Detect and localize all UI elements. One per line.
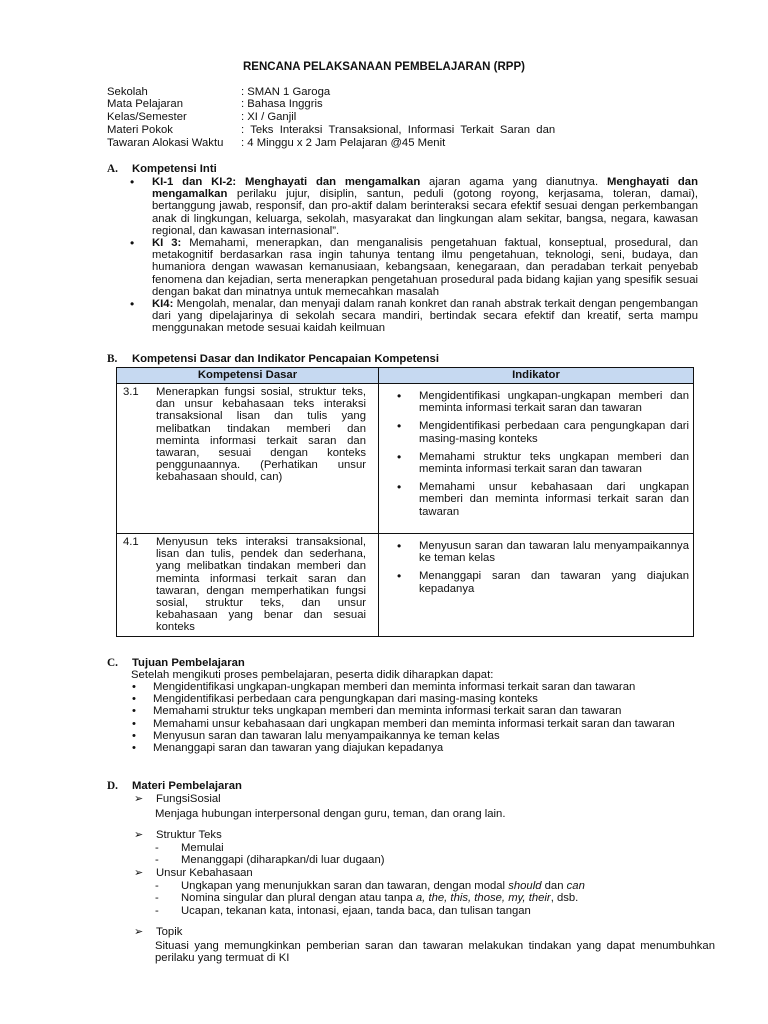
list-item: • Memahami struktur teks ungkapan memberi dan meminta informasi terkait saran dan tawaran bbox=[385, 451, 689, 475]
list-item: • Memahami unsur kebahasaan dari ungkapan memberi dan meminta informasi terkait saran dan tawaran bbox=[131, 718, 714, 730]
list-item: • Menanggapi saran dan tawaran yang diajukan kepadanya bbox=[131, 742, 714, 754]
section-title: Kompetensi Dasar dan Indikator Pencapaian Kompetensi bbox=[132, 353, 439, 365]
tujuan-list bbox=[131, 681, 714, 754]
section-letter: D. bbox=[107, 780, 118, 792]
identity-value: : SMAN 1 Garoga bbox=[241, 86, 331, 98]
materi-label: Struktur Teks bbox=[156, 829, 222, 841]
materi-unsur bbox=[134, 867, 253, 879]
kd-number: 3.1 bbox=[123, 386, 139, 398]
arrow-icon: ➢ bbox=[134, 867, 144, 879]
arrow-icon: ➢ bbox=[134, 793, 144, 805]
table-header-indikator: Indikator bbox=[379, 368, 694, 384]
list-item: • KI 3: Memahami, menerapkan, dan menganalisis pengetahuan faktual, konseptual, prosedural, dan metakognitif berdasarkan rasa ingin tahunya tentang ilmu pengetahuan, teknologi, seni, budaya, dan humaniora dengan wawasan kemanusiaan, kebangsaan, kenegaraan, dan peradaban terkait penyebab fenomena dan kejadian, serta menerapkan pengetahuan prosedural pada bidang kajian yang spesifik sesuai dengan bakat dan minatnya untuk memecahkan masalah bbox=[128, 237, 698, 298]
struktur-item: - Menanggapi (diharapkan/di luar dugaan) bbox=[155, 854, 385, 866]
list-item: • Memahami struktur teks ungkapan memberi dan meminta informasi terkait saran dan tawaran bbox=[131, 705, 714, 717]
section-d-heading bbox=[107, 780, 242, 792]
identity-value: : Bahasa Inggris bbox=[241, 98, 323, 110]
unsur-item: - Nomina singular dan plural dengan atau tanpa a, the, this, those, my, their, dsb. bbox=[155, 892, 579, 904]
table-row bbox=[117, 384, 694, 534]
page-title: RENCANA PELAKSANAAN PEMBELAJARAN (RPP) bbox=[243, 61, 525, 73]
list-item: • Menyusun saran dan tawaran lalu menyampaikannya ke teman kelas bbox=[385, 540, 689, 564]
identity-key: Sekolah bbox=[107, 86, 148, 98]
list-item: • Menyusun saran dan tawaran lalu menyampaikannya ke teman kelas bbox=[131, 730, 714, 742]
section-c-intro: Setelah mengikuti proses pembelajaran, peserta didik diharapkan dapat: bbox=[131, 669, 494, 681]
list-item: • Mengidentifikasi ungkapan-ungkapan memberi dan meminta informasi terkait saran dan tawaran bbox=[385, 390, 689, 414]
identity-key: Mata Pelajaran bbox=[107, 98, 183, 110]
materi-fungsi bbox=[134, 793, 221, 805]
identity-key: Materi Pokok bbox=[107, 124, 173, 136]
identity-value: : Teks Interaksi Transaksional, Informasi Terkait Saran dan bbox=[241, 124, 556, 136]
identity-value: : XI / Ganjil bbox=[241, 111, 297, 123]
identity-value: : 4 Minggu x 2 Jam Pelajaran @45 Menit bbox=[241, 137, 446, 149]
list-item: • Menanggapi saran dan tawaran yang diajukan kepadanya bbox=[385, 570, 689, 594]
list-item: • Mengidentifikasi perbedaan cara pengungkapan dari masing-masing konteks bbox=[385, 420, 689, 444]
section-title: Materi Pembelajaran bbox=[132, 780, 242, 792]
list-item: • Memahami unsur kebahasaan dari ungkapan memberi dan meminta informasi terkait saran dan tawaran bbox=[385, 481, 689, 518]
materi-label: FungsiSosial bbox=[156, 793, 221, 805]
list-item: • KI4: Mengolah, menalar, dan menyaji dalam ranah konkret dan ranah abstrak terkait dengan pengembangan dari yang dipelajarinya di sekolah secara mandiri, bertindak secara efektif dan kreatif, serta mampu menggunakan metode sesuai kaidah keilmuan bbox=[128, 298, 698, 335]
kd-text: Menyusun teks interaksi transaksional, lisan dan tulis, pendek dan sederhana, yang melibatkan tindakan memberi dan meminta informasi terkait saran dan tawaran, dengan memperhatikan fungsi sosial, struktur teks, dan unsur kebahasaan yang benar dan sesuai konteks bbox=[156, 536, 366, 634]
arrow-icon: ➢ bbox=[134, 926, 144, 938]
indikator-list bbox=[385, 540, 689, 595]
materi-topik-text: Situasi yang memungkinkan pemberian saran dan tawaran melakukan tindakan yang dapat menumbuhkan perilaku yang termuat di KI bbox=[155, 940, 715, 965]
arrow-icon: ➢ bbox=[134, 829, 144, 841]
section-a-heading bbox=[107, 163, 217, 175]
section-letter: C. bbox=[107, 657, 118, 669]
materi-struktur bbox=[134, 829, 222, 841]
table-header-kd: Kompetensi Dasar bbox=[117, 368, 379, 384]
kompetensi-table bbox=[116, 367, 694, 637]
section-title: Kompetensi Inti bbox=[132, 163, 217, 175]
unsur-item: - Ucapan, tekanan kata, intonasi, ejaan, tanda baca, dan tulisan tangan bbox=[155, 905, 531, 917]
unsur-item: - Ungkapan yang menunjukkan saran dan tawaran, dengan modal should dan can bbox=[155, 880, 585, 892]
section-letter: B. bbox=[107, 353, 118, 365]
section-letter: A. bbox=[107, 163, 118, 175]
materi-topik bbox=[134, 926, 182, 938]
materi-label: Topik bbox=[156, 926, 183, 938]
section-b-heading bbox=[107, 353, 439, 365]
identity-key: Kelas/Semester bbox=[107, 111, 187, 123]
kompetensi-inti-list bbox=[128, 176, 698, 335]
kd-number: 4.1 bbox=[123, 536, 139, 548]
list-item: • Mengidentifikasi ungkapan-ungkapan memberi dan meminta informasi terkait saran dan tawaran bbox=[131, 681, 714, 693]
section-c-heading bbox=[107, 657, 245, 669]
materi-label: Unsur Kebahasaan bbox=[156, 867, 253, 879]
section-title: Tujuan Pembelajaran bbox=[132, 657, 245, 669]
kd-text: Menerapkan fungsi sosial, struktur teks, dan unsur kebahasaan teks interaksi transaksional lisan dan tulis yang melibatkan tindakan memberi dan meminta informasi terkait saran dan tawaran, sesuai dengan konteks penggunaannya. (Perhatikan unsur kebahasaan should, can) bbox=[156, 386, 366, 484]
struktur-item: - Memulai bbox=[155, 842, 224, 854]
materi-fungsi-text: Menjaga hubungan interpersonal dengan guru, teman, dan orang lain. bbox=[155, 808, 506, 820]
identity-key: Tawaran Alokasi Waktu bbox=[107, 137, 224, 149]
indikator-list bbox=[385, 390, 689, 518]
table-row bbox=[117, 534, 694, 637]
list-item: • KI-1 dan KI-2: Menghayati dan mengamalkan ajaran agama yang dianutnya. Menghayati dan mengamalkan perilaku jujur, disiplin, santun, peduli (gotong royong, kerjasama, toleran, damai), bertanggung jawab, responsif, dan pro-aktif dalam berinteraksi secara efektif sesuai dengan perkembangan anak di lingkungan, keluarga, sekolah, masyarakat dan lingkungan alam sekitar, bangsa, negara, kawasan regional, dan kawasan internasional”. bbox=[128, 176, 698, 237]
list-item: • Mengidentifikasi perbedaan cara pengungkapan dari masing-masing konteks bbox=[131, 693, 714, 705]
